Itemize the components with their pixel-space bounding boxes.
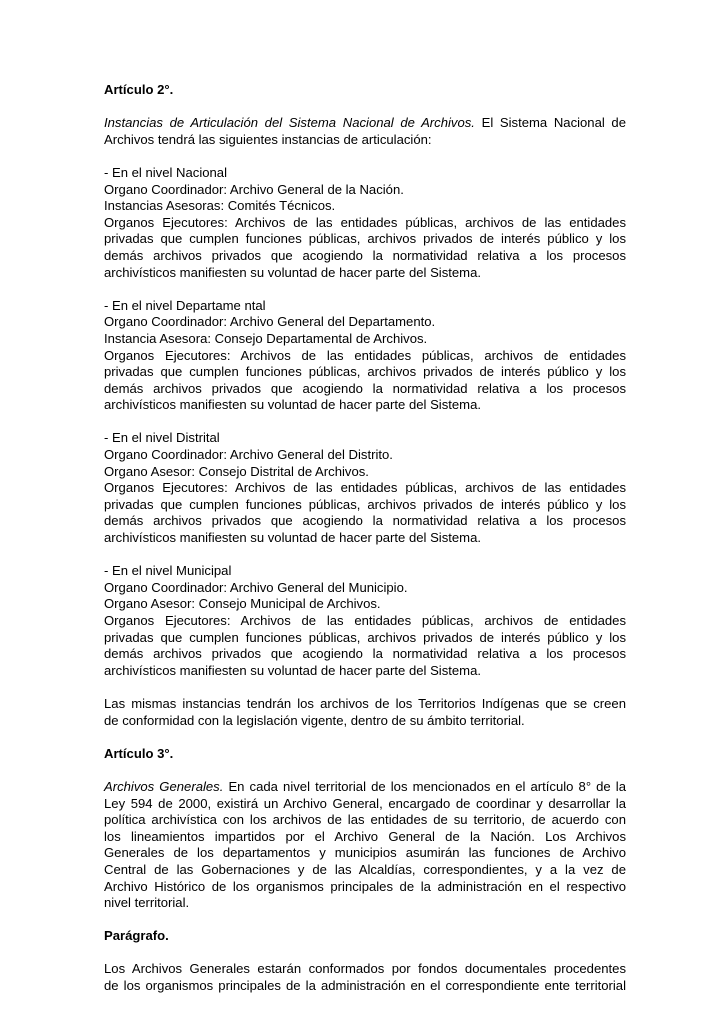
article-3-line: nivel territorial.	[104, 895, 190, 911]
level-executors-line: archivísticos manifiesten su voluntad de hacer parte del Sistema.	[104, 397, 482, 413]
level-executors-line: demás archivos privados que acogiendo la normatividad relativa a los procesos	[104, 380, 626, 396]
article-3-line: los lineamientos impartidos por el Archivo General de la Nación. Los Archivos	[104, 828, 626, 844]
level-coordinator: Organo Coordinador: Archivo General de la Nación.	[104, 181, 404, 197]
article-3-body	[104, 779, 626, 912]
article-2-intro-italic: Instancias de Articulación del Sistema Nacional de Archivos.	[104, 115, 475, 131]
level-block-distrital	[104, 430, 626, 546]
level-executors-line: archivísticos manifiesten su voluntad de hacer parte del Sistema.	[104, 264, 482, 280]
level-executors-line: demás archivos privados que acogiendo la normatividad relativa a los procesos	[104, 646, 626, 662]
level-executors-line: privadas que cumplen funciones públicas, archivos privados de interés público y los	[104, 629, 626, 645]
article-2-title: Artículo 2°.	[104, 82, 174, 97]
level-advisory: Instancia Asesora: Consejo Departamental de Archivos.	[104, 330, 428, 346]
level-coordinator: Organo Coordinador: Archivo General del Departamento.	[104, 314, 436, 330]
level-advisory: Instancias Asesoras: Comités Técnicos.	[104, 198, 336, 214]
article-3-line: Generales de los departamentos y municipios asumirán las funciones de Archivo	[104, 845, 626, 861]
level-executors-line: privadas que cumplen funciones públicas, archivos privados de interés público y los	[104, 231, 626, 247]
article-3-line: Archivo Histórico de los organismos principales de la administración en el respectivo	[104, 878, 626, 894]
level-title: - En el nivel Departame ntal	[104, 297, 266, 313]
level-coordinator: Organo Coordinador: Archivo General del Distrito.	[104, 447, 393, 463]
article-3-title: Artículo 3°.	[104, 745, 174, 761]
level-block-nacional	[104, 165, 626, 281]
article-3-first-text: En cada nivel territorial de los mencionados en el artículo 8° de la	[223, 778, 626, 794]
level-advisory: Organo Asesor: Consejo Distrital de Archivos.	[104, 463, 369, 479]
level-executors-line: Organos Ejecutores: Archivos de las entidades públicas, archivos de entidades	[104, 613, 626, 628]
indigenous-line: de conformidad con la legislación vigente, dentro de su ámbito territorial.	[104, 712, 525, 728]
article-2-intro-text: El Sistema Nacional de Archivos tendrá las siguientes instancias de articulación:	[104, 115, 627, 147]
level-block-municipal	[104, 563, 626, 679]
paragraph-line: de los organismos principales de la administración en el correspondiente ente territorial	[104, 978, 626, 994]
level-title: - En el nivel Municipal	[104, 563, 232, 579]
level-executors-line: privadas que cumplen funciones públicas, archivos privados de interés público y los	[104, 364, 626, 380]
level-executors-line: demás archivos privados que acogiendo la normatividad relativa a los procesos	[104, 247, 626, 263]
level-executors-line: Organos Ejecutores: Archivos de las entidades públicas, archivos de las entidades	[104, 480, 626, 496]
article-3-italic: Archivos Generales.	[104, 778, 224, 794]
level-executors-line: archivísticos manifiesten su voluntad de hacer parte del Sistema.	[104, 530, 482, 546]
article-3-heading	[104, 746, 626, 763]
level-title: - En el nivel Distrital	[104, 430, 220, 446]
paragraph-body	[104, 961, 626, 994]
level-executors-line: archivísticos manifiesten su voluntad de hacer parte del Sistema.	[104, 662, 482, 678]
article-2-heading	[104, 82, 626, 99]
document-page	[104, 82, 626, 1011]
level-executors-line: demás archivos privados que acogiendo la normatividad relativa a los procesos	[104, 513, 626, 529]
level-block-departamental	[104, 298, 626, 414]
article-2-intro	[104, 115, 626, 148]
article-3-line: Ley 594 de 2000, existirá un Archivo General, encargado de coordinar y desarrollar la	[104, 795, 626, 811]
level-coordinator: Organo Coordinador: Archivo General del Municipio.	[104, 579, 408, 595]
level-executors-line: Organos Ejecutores: Archivos de las entidades públicas, archivos de entidades	[104, 347, 626, 363]
indigenous-line: Las mismas instancias tendrán los archivos de los Territorios Indígenas que se creen	[104, 695, 626, 711]
level-title: - En el nivel Nacional	[104, 164, 227, 180]
paragraph-line: Los Archivos Generales estarán conformados por fondos documentales procedentes	[104, 961, 626, 977]
article-3-first-line	[104, 779, 626, 796]
paragraph-title: Parágrafo.	[104, 928, 169, 944]
paragraph-heading	[104, 928, 626, 945]
article-3-line: política archivística con los archivos de las entidades de su territorio, de acuerdo con	[104, 812, 626, 828]
level-executors-line: Organos Ejecutores: Archivos de las entidades públicas, archivos de las entidades	[104, 214, 626, 230]
level-executors-line: privadas que cumplen funciones públicas, archivos privados de interés público y los	[104, 496, 626, 512]
level-advisory: Organo Asesor: Consejo Municipal de Archivos.	[104, 596, 381, 612]
indigenous-territories-paragraph	[104, 696, 626, 729]
article-3-line: Central de las Gobernaciones y de las Alcaldías, correspondientes, y a la vez de	[104, 861, 626, 877]
